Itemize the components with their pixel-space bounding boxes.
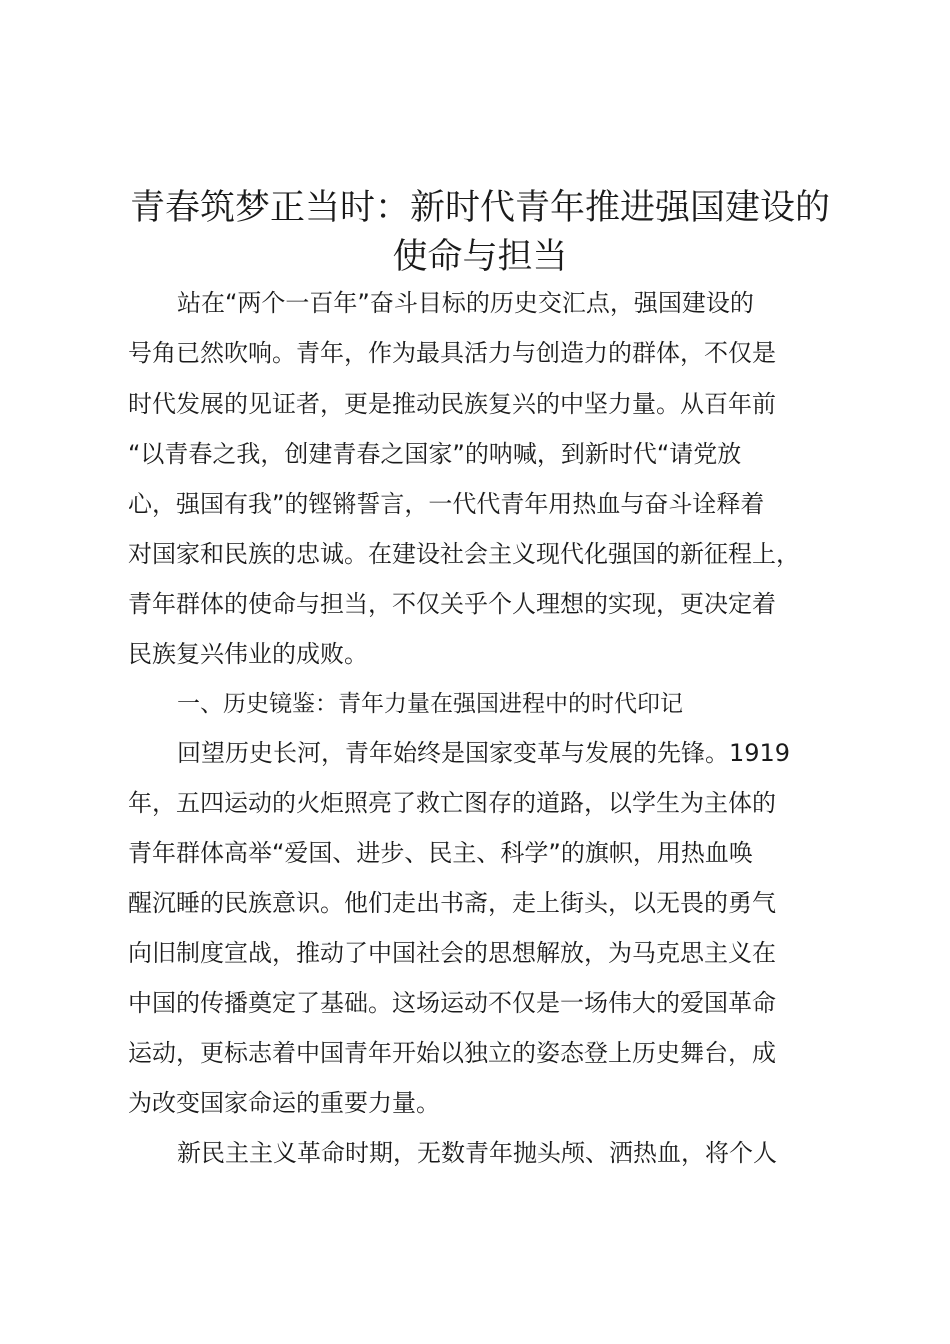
paragraph-line: 心，强国有我”的铿锵誓言，一代代青年用热血与奋斗诠释着 <box>128 490 765 518</box>
section-heading-1: 一、历史镜鉴：青年力量在强国进程中的时代印记 <box>177 691 683 717</box>
paragraph-line: 向旧制度宣战，推动了中国社会的思想解放，为马克思主义在 <box>128 939 776 967</box>
paragraph-line: 青年群体的使命与担当，不仅关乎个人理想的实现，更决定着 <box>128 590 776 618</box>
paragraph-line: 号角已然吹响。青年，作为最具活力与创造力的群体，不仅是 <box>128 339 776 367</box>
paragraph-line: 站在“两个一百年”奋斗目标的历史交汇点，强国建设的 <box>177 289 754 317</box>
paragraph-line: 年，五四运动的火炬照亮了救亡图存的道路，以学生为主体的 <box>128 789 776 817</box>
paragraph-line: 为改变国家命运的重要力量。 <box>128 1089 440 1117</box>
paragraph-line: 中国的传播奠定了基础。这场运动不仅是一场伟大的爱国革命 <box>128 989 776 1017</box>
paragraph-line: 运动，更标志着中国青年开始以独立的姿态登上历史舞台，成 <box>128 1039 776 1067</box>
paragraph-line: 民族复兴伟业的成败。 <box>128 640 368 668</box>
document-title-line-1: 青春筑梦正当时：新时代青年推进强国建设的 <box>129 188 830 228</box>
paragraph-line: 回望历史长河，青年始终是国家变革与发展的先锋。1919 <box>177 739 791 767</box>
paragraph-line: 对国家和民族的忠诚。在建设社会主义现代化强国的新征程上， <box>128 540 800 568</box>
paragraph-line: 青年群体高举“爱国、进步、民主、科学”的旗帜，用热血唤 <box>128 839 753 867</box>
paragraph-line: 醒沉睡的民族意识。他们走出书斋，走上街头，以无畏的勇气 <box>128 889 776 917</box>
document-title-line-2: 使命与担当 <box>392 237 568 277</box>
paragraph-line: 新民主主义革命时期，无数青年抛头颅、洒热血，将个人 <box>177 1139 777 1167</box>
paragraph-line: 时代发展的见证者，更是推动民族复兴的中坚力量。从百年前 <box>128 390 776 418</box>
paragraph-line: “以青春之我，创建青春之国家”的呐喊，到新时代“请党放 <box>128 440 742 468</box>
